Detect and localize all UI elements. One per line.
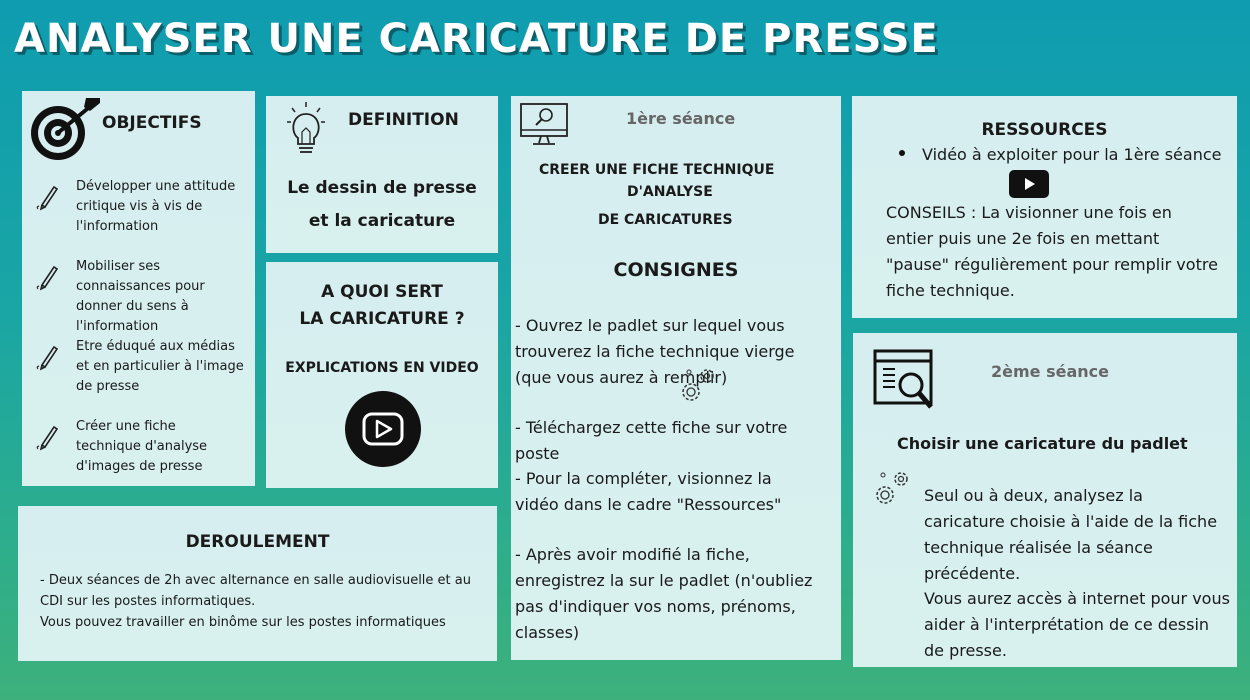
objectifs-heading: OBJECTIFS xyxy=(102,113,202,133)
youtube-play-icon[interactable] xyxy=(1009,170,1049,198)
deroulement-card xyxy=(18,506,497,661)
ressources-heading: RESSOURCES xyxy=(981,120,1108,140)
deroulement-text1: - Deux séances de 2h avec alternance en salle audiovisuelle et au CDI sur les postes informatiques. xyxy=(40,573,471,609)
pencil-icon xyxy=(34,421,60,451)
definition-heading: DEFINITION xyxy=(348,110,459,130)
video-play-icon[interactable] xyxy=(344,390,422,468)
seance2-paragraph: Vous aurez accès à internet pour vous aider à l'interprétation de ce dessin de presse. xyxy=(924,589,1230,660)
aquoi-subtitle: EXPLICATIONS EN VIDEO xyxy=(285,360,479,376)
aquoi-card xyxy=(266,262,498,488)
target-icon xyxy=(26,95,102,161)
consigne-item: - Pour la compléter, visionnez la vidéo dans le cadre "Ressources" xyxy=(515,469,782,514)
deroulement-text2: Vous pouvez travailler en binôme sur les postes informatiques xyxy=(40,615,446,630)
monitor-search-icon xyxy=(519,102,569,146)
seance1-label: 1ère séance xyxy=(626,109,736,128)
consigne-item: - Après avoir modifié la fiche, enregistrez la sur le padlet (n'oubliez pas d'indiquer vos noms, prénoms, classes) xyxy=(515,545,813,642)
ressources-conseils: CONSEILS : La visionner une fois en entier puis une 2e fois en mettant "pause" régulièrement pour remplir votre fiche technique. xyxy=(886,203,1218,300)
page-title: ANALYSER UNE CARICATURE DE PRESSE xyxy=(14,16,939,62)
seance2-paragraph: Seul ou à deux, analysez la caricature choisie à l'aide de la fiche technique réalisée la séance précédente. xyxy=(924,486,1218,583)
gears-icon xyxy=(871,467,913,509)
objectif-item: Etre éduqué aux médias et en particulier à l'image de presse xyxy=(76,339,244,394)
aquoi-title-line2: LA CARICATURE ? xyxy=(299,309,465,329)
consignes-heading: CONSIGNES xyxy=(613,259,739,281)
objectif-item: Développer une attitude critique vis à vis de l'information xyxy=(76,179,236,234)
seance1-title-line3: DE CARICATURES xyxy=(598,212,733,228)
consigne-item: - Ouvrez le padlet sur lequel vous trouverez la fiche technique vierge (que vous aurez à remplir) xyxy=(515,316,795,387)
pencil-icon xyxy=(34,181,60,211)
ressources-card xyxy=(852,96,1237,318)
pencil-icon xyxy=(34,341,60,371)
deroulement-heading: DEROULEMENT xyxy=(185,532,330,552)
aquoi-title-line1: A QUOI SERT xyxy=(321,282,443,302)
objectifs-card xyxy=(22,91,255,486)
definition-line2: et la caricature xyxy=(308,211,456,231)
seance1-title-line2: D'ANALYSE xyxy=(627,184,713,200)
definition-line1: Le dessin de presse xyxy=(287,178,477,198)
ressources-bullet-dot xyxy=(899,150,905,156)
pencil-icon xyxy=(34,261,60,291)
seance2-label: 2ème séance xyxy=(991,362,1109,381)
definition-card xyxy=(266,96,498,253)
lightbulb-icon xyxy=(286,100,326,158)
document-search-icon xyxy=(873,349,939,413)
seance2-title: Choisir une caricature du padlet xyxy=(897,434,1188,453)
consigne-item: - Téléchargez cette fiche sur votre poste xyxy=(515,418,788,463)
seance2-card xyxy=(853,333,1237,667)
objectif-item: Mobiliser ses connaissances pour donner du sens à l'information xyxy=(76,259,205,334)
seance1-title-line1: CREER UNE FICHE TECHNIQUE xyxy=(539,162,775,178)
gears-icon xyxy=(677,364,719,406)
ressources-bullet: Vidéo à exploiter pour la 1ère séance xyxy=(922,145,1222,164)
seance1-card xyxy=(511,96,841,660)
objectif-item: Créer une fiche technique d'analyse d'images de presse xyxy=(76,419,208,474)
